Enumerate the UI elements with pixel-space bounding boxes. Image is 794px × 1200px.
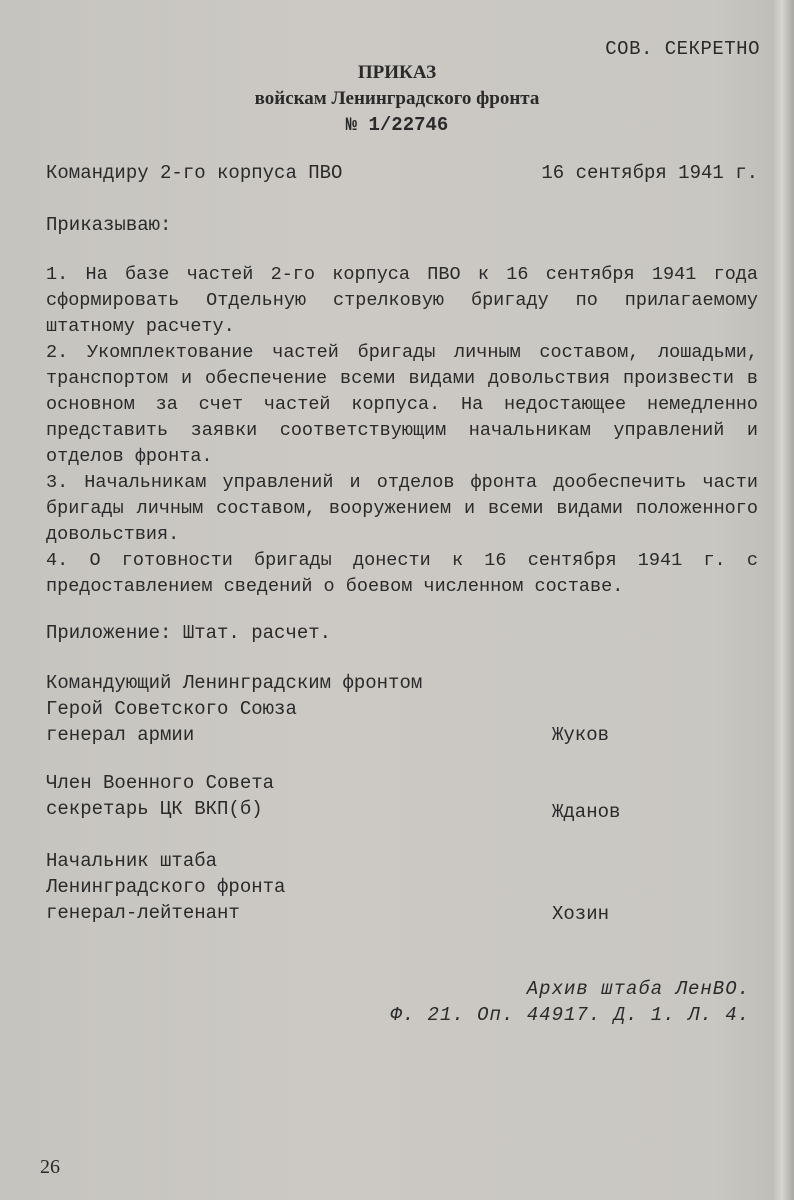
document-subtitle: войскам Ленинградского фронта — [254, 88, 540, 109]
paragraph-1: 1. На базе частей 2-го корпуса ПВО к 16 сентября 1941 года сформировать Отдельную стрелковую бригаду по прилагаемому штатному расчету. — [46, 264, 758, 337]
order-body — [46, 262, 758, 600]
signature-title-line: Командующий Ленинградским фронтом — [46, 672, 423, 694]
signature-title-line: секретарь ЦК ВКП(б) — [46, 798, 263, 820]
archive-source: Архив штаба ЛенВО. — [526, 978, 750, 1000]
signature-block-khozin — [46, 848, 285, 926]
signature-name-zhdanov: Жданов — [552, 801, 621, 823]
signature-title-line: генерал-лейтенант — [46, 902, 240, 924]
signature-title-line: Начальник штаба — [46, 850, 218, 872]
appendix-note: Приложение: Штат. расчет. — [46, 622, 332, 644]
archive-reference: Ф. 21. Оп. 44917. Д. 1. Л. 4. — [390, 1004, 750, 1026]
classification-stamp: СОВ. СЕКРЕТНО — [605, 38, 760, 60]
signature-title-line: Член Военного Совета — [46, 772, 275, 794]
signature-name-khozin: Хозин — [552, 903, 610, 925]
signature-block-zhukov — [46, 670, 422, 748]
paragraph-4: 4. О готовности бригады донести к 16 сентября 1941 г. с предоставлением сведений о боевом численном составе. — [46, 550, 758, 597]
signature-block-zhdanov — [46, 770, 274, 822]
addressee: Командиру 2-го корпуса ПВО — [46, 162, 343, 184]
signature-title-line: генерал армии — [46, 724, 195, 746]
paragraph-2: 2. Укомплектование частей бригады личным составом, лошадьми, транспортом и обеспечение всеми видами довольствия произвести в основном за счет частей корпуса. На недостающее немедленно представить заявки соответствующим начальникам управлений и отделов фронта. — [46, 342, 758, 467]
signature-title-line: Ленинградского фронта — [46, 876, 286, 898]
document-title: ПРИКАЗ — [357, 62, 437, 83]
signature-name-zhukov: Жуков — [552, 724, 610, 746]
signature-title-line: Герой Советского Союза — [46, 698, 297, 720]
page-edge — [772, 0, 794, 1200]
paragraph-3: 3. Начальникам управлений и отделов фронта дообеспечить части бригады личным составом, вооружением и всеми видами положенного довольствия. — [46, 472, 758, 545]
order-word: Приказываю: — [46, 214, 172, 236]
page-number: 26 — [40, 1156, 60, 1178]
order-number: № 1/22746 — [345, 114, 449, 136]
order-date: 16 сентября 1941 г. — [541, 162, 758, 184]
